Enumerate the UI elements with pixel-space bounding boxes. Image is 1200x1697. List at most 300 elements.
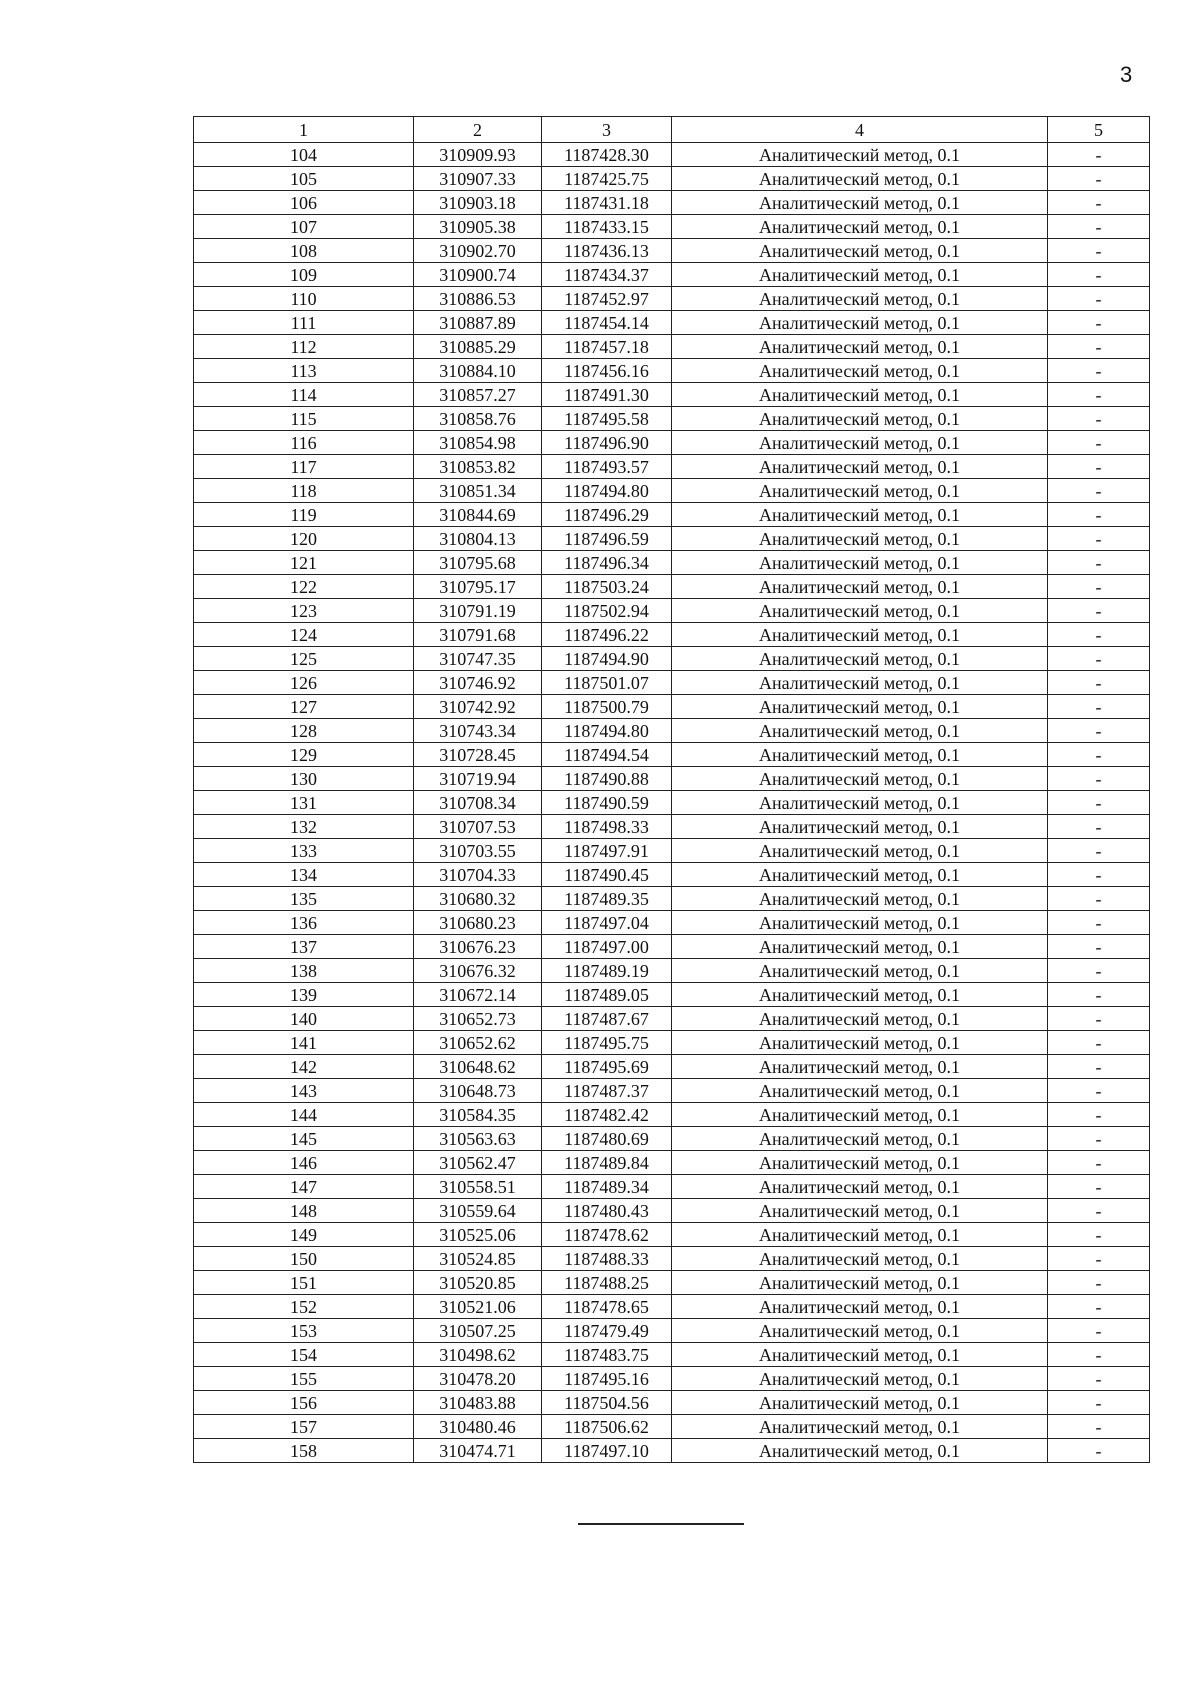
x-coordinate-cell: 310480.46 <box>414 1415 542 1439</box>
point-number-cell: 147 <box>194 1175 414 1199</box>
point-number-cell: 104 <box>194 143 414 167</box>
point-number-cell: 107 <box>194 215 414 239</box>
table-row <box>194 959 1150 983</box>
table-row <box>194 1175 1150 1199</box>
x-coordinate-cell: 310520.85 <box>414 1271 542 1295</box>
note-cell: - <box>1048 143 1150 167</box>
y-coordinate-cell: 1187483.75 <box>542 1343 672 1367</box>
y-coordinate-cell: 1187487.67 <box>542 1007 672 1031</box>
x-coordinate-cell: 310858.76 <box>414 407 542 431</box>
note-cell: - <box>1048 671 1150 695</box>
table-row <box>194 239 1150 263</box>
point-number-cell: 112 <box>194 335 414 359</box>
header-row <box>194 117 1150 143</box>
method-cell: Аналитический метод, 0.1 <box>672 431 1048 455</box>
method-cell: Аналитический метод, 0.1 <box>672 599 1048 623</box>
note-cell: - <box>1048 503 1150 527</box>
y-coordinate-cell: 1187494.90 <box>542 647 672 671</box>
point-number-cell: 111 <box>194 311 414 335</box>
y-coordinate-cell: 1187495.75 <box>542 1031 672 1055</box>
x-coordinate-cell: 310558.51 <box>414 1175 542 1199</box>
coordinates-table-container <box>193 116 1149 1463</box>
point-number-cell: 106 <box>194 191 414 215</box>
point-number-cell: 116 <box>194 431 414 455</box>
point-number-cell: 137 <box>194 935 414 959</box>
table-row <box>194 1103 1150 1127</box>
x-coordinate-cell: 310719.94 <box>414 767 542 791</box>
method-cell: Аналитический метод, 0.1 <box>672 1175 1048 1199</box>
table-row <box>194 767 1150 791</box>
x-coordinate-cell: 310902.70 <box>414 239 542 263</box>
method-cell: Аналитический метод, 0.1 <box>672 1199 1048 1223</box>
point-number-cell: 121 <box>194 551 414 575</box>
method-cell: Аналитический метод, 0.1 <box>672 839 1048 863</box>
point-number-cell: 114 <box>194 383 414 407</box>
table-row <box>194 1055 1150 1079</box>
point-number-cell: 115 <box>194 407 414 431</box>
note-cell: - <box>1048 791 1150 815</box>
point-number-cell: 130 <box>194 767 414 791</box>
y-coordinate-cell: 1187494.80 <box>542 719 672 743</box>
x-coordinate-cell: 310483.88 <box>414 1391 542 1415</box>
point-number-cell: 156 <box>194 1391 414 1415</box>
method-cell: Аналитический метод, 0.1 <box>672 767 1048 791</box>
point-number-cell: 151 <box>194 1271 414 1295</box>
point-number-cell: 127 <box>194 695 414 719</box>
method-cell: Аналитический метод, 0.1 <box>672 1103 1048 1127</box>
x-coordinate-cell: 310742.92 <box>414 695 542 719</box>
note-cell: - <box>1048 695 1150 719</box>
table-row <box>194 455 1150 479</box>
point-number-cell: 118 <box>194 479 414 503</box>
note-cell: - <box>1048 839 1150 863</box>
table-row <box>194 407 1150 431</box>
method-cell: Аналитический метод, 0.1 <box>672 959 1048 983</box>
note-cell: - <box>1048 1295 1150 1319</box>
point-number-cell: 117 <box>194 455 414 479</box>
x-coordinate-cell: 310885.29 <box>414 335 542 359</box>
method-cell: Аналитический метод, 0.1 <box>672 263 1048 287</box>
table-row <box>194 1247 1150 1271</box>
method-cell: Аналитический метод, 0.1 <box>672 1367 1048 1391</box>
x-coordinate-cell: 310854.98 <box>414 431 542 455</box>
table-row <box>194 623 1150 647</box>
method-cell: Аналитический метод, 0.1 <box>672 1127 1048 1151</box>
y-coordinate-cell: 1187504.56 <box>542 1391 672 1415</box>
x-coordinate-cell: 310884.10 <box>414 359 542 383</box>
y-coordinate-cell: 1187496.90 <box>542 431 672 455</box>
table-row <box>194 719 1150 743</box>
method-cell: Аналитический метод, 0.1 <box>672 863 1048 887</box>
table-row <box>194 647 1150 671</box>
table-row <box>194 1199 1150 1223</box>
note-cell: - <box>1048 551 1150 575</box>
table-row <box>194 167 1150 191</box>
note-cell: - <box>1048 1247 1150 1271</box>
page-number: 3 <box>1120 62 1133 87</box>
table-row <box>194 287 1150 311</box>
y-coordinate-cell: 1187489.05 <box>542 983 672 1007</box>
method-cell: Аналитический метод, 0.1 <box>672 671 1048 695</box>
y-coordinate-cell: 1187489.35 <box>542 887 672 911</box>
table-row <box>194 1007 1150 1031</box>
method-cell: Аналитический метод, 0.1 <box>672 1271 1048 1295</box>
x-coordinate-cell: 310562.47 <box>414 1151 542 1175</box>
y-coordinate-cell: 1187490.88 <box>542 767 672 791</box>
point-number-cell: 123 <box>194 599 414 623</box>
x-coordinate-cell: 310478.20 <box>414 1367 542 1391</box>
note-cell: - <box>1048 1079 1150 1103</box>
method-cell: Аналитический метод, 0.1 <box>672 167 1048 191</box>
note-cell: - <box>1048 287 1150 311</box>
x-coordinate-cell: 310747.35 <box>414 647 542 671</box>
y-coordinate-cell: 1187496.22 <box>542 623 672 647</box>
y-coordinate-cell: 1187491.30 <box>542 383 672 407</box>
y-coordinate-cell: 1187454.14 <box>542 311 672 335</box>
point-number-cell: 122 <box>194 575 414 599</box>
note-cell: - <box>1048 647 1150 671</box>
x-coordinate-cell: 310851.34 <box>414 479 542 503</box>
note-cell: - <box>1048 959 1150 983</box>
point-number-cell: 133 <box>194 839 414 863</box>
note-cell: - <box>1048 1103 1150 1127</box>
point-number-cell: 132 <box>194 815 414 839</box>
note-cell: - <box>1048 335 1150 359</box>
table-row <box>194 479 1150 503</box>
x-coordinate-cell: 310563.63 <box>414 1127 542 1151</box>
note-cell: - <box>1048 935 1150 959</box>
point-number-cell: 157 <box>194 1415 414 1439</box>
note-cell: - <box>1048 263 1150 287</box>
table-row <box>194 551 1150 575</box>
x-coordinate-cell: 310559.64 <box>414 1199 542 1223</box>
note-cell: - <box>1048 431 1150 455</box>
note-cell: - <box>1048 1439 1150 1463</box>
note-cell: - <box>1048 1223 1150 1247</box>
x-coordinate-cell: 310844.69 <box>414 503 542 527</box>
method-cell: Аналитический метод, 0.1 <box>672 359 1048 383</box>
point-number-cell: 144 <box>194 1103 414 1127</box>
header-col-2: 2 <box>414 117 542 143</box>
note-cell: - <box>1048 719 1150 743</box>
x-coordinate-cell: 310903.18 <box>414 191 542 215</box>
point-number-cell: 152 <box>194 1295 414 1319</box>
y-coordinate-cell: 1187478.62 <box>542 1223 672 1247</box>
method-cell: Аналитический метод, 0.1 <box>672 503 1048 527</box>
y-coordinate-cell: 1187480.43 <box>542 1199 672 1223</box>
point-number-cell: 134 <box>194 863 414 887</box>
point-number-cell: 120 <box>194 527 414 551</box>
y-coordinate-cell: 1187500.79 <box>542 695 672 719</box>
point-number-cell: 119 <box>194 503 414 527</box>
table-row <box>194 1367 1150 1391</box>
point-number-cell: 143 <box>194 1079 414 1103</box>
x-coordinate-cell: 310853.82 <box>414 455 542 479</box>
y-coordinate-cell: 1187497.91 <box>542 839 672 863</box>
note-cell: - <box>1048 1007 1150 1031</box>
note-cell: - <box>1048 1055 1150 1079</box>
table-row <box>194 1295 1150 1319</box>
table-row <box>194 1439 1150 1463</box>
method-cell: Аналитический метод, 0.1 <box>672 575 1048 599</box>
note-cell: - <box>1048 479 1150 503</box>
note-cell: - <box>1048 1031 1150 1055</box>
table-row <box>194 191 1150 215</box>
point-number-cell: 155 <box>194 1367 414 1391</box>
method-cell: Аналитический метод, 0.1 <box>672 335 1048 359</box>
point-number-cell: 136 <box>194 911 414 935</box>
table-row <box>194 1031 1150 1055</box>
x-coordinate-cell: 310652.73 <box>414 1007 542 1031</box>
table-row <box>194 215 1150 239</box>
method-cell: Аналитический метод, 0.1 <box>672 191 1048 215</box>
x-coordinate-cell: 310857.27 <box>414 383 542 407</box>
x-coordinate-cell: 310703.55 <box>414 839 542 863</box>
y-coordinate-cell: 1187489.84 <box>542 1151 672 1175</box>
y-coordinate-cell: 1187457.18 <box>542 335 672 359</box>
note-cell: - <box>1048 407 1150 431</box>
y-coordinate-cell: 1187482.42 <box>542 1103 672 1127</box>
point-number-cell: 128 <box>194 719 414 743</box>
y-coordinate-cell: 1187496.59 <box>542 527 672 551</box>
x-coordinate-cell: 310795.68 <box>414 551 542 575</box>
note-cell: - <box>1048 1151 1150 1175</box>
method-cell: Аналитический метод, 0.1 <box>672 455 1048 479</box>
table-row <box>194 359 1150 383</box>
point-number-cell: 113 <box>194 359 414 383</box>
x-coordinate-cell: 310907.33 <box>414 167 542 191</box>
x-coordinate-cell: 310887.89 <box>414 311 542 335</box>
point-number-cell: 154 <box>194 1343 414 1367</box>
method-cell: Аналитический метод, 0.1 <box>672 407 1048 431</box>
table-header <box>194 117 1150 143</box>
x-coordinate-cell: 310648.73 <box>414 1079 542 1103</box>
point-number-cell: 158 <box>194 1439 414 1463</box>
table-row <box>194 1151 1150 1175</box>
x-coordinate-cell: 310507.25 <box>414 1319 542 1343</box>
point-number-cell: 110 <box>194 287 414 311</box>
method-cell: Аналитический метод, 0.1 <box>672 1295 1048 1319</box>
y-coordinate-cell: 1187493.57 <box>542 455 672 479</box>
table-row <box>194 911 1150 935</box>
x-coordinate-cell: 310676.32 <box>414 959 542 983</box>
method-cell: Аналитический метод, 0.1 <box>672 527 1048 551</box>
method-cell: Аналитический метод, 0.1 <box>672 287 1048 311</box>
note-cell: - <box>1048 1415 1150 1439</box>
method-cell: Аналитический метод, 0.1 <box>672 743 1048 767</box>
y-coordinate-cell: 1187431.18 <box>542 191 672 215</box>
x-coordinate-cell: 310680.23 <box>414 911 542 935</box>
table-row <box>194 1319 1150 1343</box>
table-row <box>194 263 1150 287</box>
table-row <box>194 1391 1150 1415</box>
table-row <box>194 1223 1150 1247</box>
x-coordinate-cell: 310521.06 <box>414 1295 542 1319</box>
y-coordinate-cell: 1187498.33 <box>542 815 672 839</box>
y-coordinate-cell: 1187506.62 <box>542 1415 672 1439</box>
note-cell: - <box>1048 527 1150 551</box>
end-of-document-line <box>578 1523 744 1525</box>
method-cell: Аналитический метод, 0.1 <box>672 551 1048 575</box>
method-cell: Аналитический метод, 0.1 <box>672 1439 1048 1463</box>
point-number-cell: 105 <box>194 167 414 191</box>
table-body <box>194 143 1150 1463</box>
y-coordinate-cell: 1187495.69 <box>542 1055 672 1079</box>
table-row <box>194 143 1150 167</box>
note-cell: - <box>1048 1319 1150 1343</box>
point-number-cell: 150 <box>194 1247 414 1271</box>
note-cell: - <box>1048 455 1150 479</box>
y-coordinate-cell: 1187478.65 <box>542 1295 672 1319</box>
point-number-cell: 145 <box>194 1127 414 1151</box>
y-coordinate-cell: 1187490.45 <box>542 863 672 887</box>
method-cell: Аналитический метод, 0.1 <box>672 695 1048 719</box>
table-row <box>194 1343 1150 1367</box>
method-cell: Аналитический метод, 0.1 <box>672 623 1048 647</box>
note-cell: - <box>1048 815 1150 839</box>
x-coordinate-cell: 310525.06 <box>414 1223 542 1247</box>
note-cell: - <box>1048 575 1150 599</box>
method-cell: Аналитический метод, 0.1 <box>672 887 1048 911</box>
y-coordinate-cell: 1187496.34 <box>542 551 672 575</box>
x-coordinate-cell: 310474.71 <box>414 1439 542 1463</box>
y-coordinate-cell: 1187434.37 <box>542 263 672 287</box>
table-row <box>194 335 1150 359</box>
x-coordinate-cell: 310791.19 <box>414 599 542 623</box>
note-cell: - <box>1048 887 1150 911</box>
method-cell: Аналитический метод, 0.1 <box>672 383 1048 407</box>
y-coordinate-cell: 1187490.59 <box>542 791 672 815</box>
y-coordinate-cell: 1187495.16 <box>542 1367 672 1391</box>
x-coordinate-cell: 310795.17 <box>414 575 542 599</box>
point-number-cell: 126 <box>194 671 414 695</box>
y-coordinate-cell: 1187428.30 <box>542 143 672 167</box>
note-cell: - <box>1048 191 1150 215</box>
point-number-cell: 124 <box>194 623 414 647</box>
method-cell: Аналитический метод, 0.1 <box>672 1391 1048 1415</box>
method-cell: Аналитический метод, 0.1 <box>672 983 1048 1007</box>
method-cell: Аналитический метод, 0.1 <box>672 1223 1048 1247</box>
x-coordinate-cell: 310804.13 <box>414 527 542 551</box>
table-row <box>194 527 1150 551</box>
x-coordinate-cell: 310676.23 <box>414 935 542 959</box>
method-cell: Аналитический метод, 0.1 <box>672 311 1048 335</box>
table-row <box>194 1415 1150 1439</box>
note-cell: - <box>1048 359 1150 383</box>
note-cell: - <box>1048 1199 1150 1223</box>
note-cell: - <box>1048 599 1150 623</box>
table-row <box>194 815 1150 839</box>
note-cell: - <box>1048 1343 1150 1367</box>
point-number-cell: 109 <box>194 263 414 287</box>
method-cell: Аналитический метод, 0.1 <box>672 647 1048 671</box>
table-row <box>194 1127 1150 1151</box>
table-row <box>194 671 1150 695</box>
method-cell: Аналитический метод, 0.1 <box>672 1031 1048 1055</box>
x-coordinate-cell: 310680.32 <box>414 887 542 911</box>
point-number-cell: 138 <box>194 959 414 983</box>
table-row <box>194 935 1150 959</box>
y-coordinate-cell: 1187496.29 <box>542 503 672 527</box>
method-cell: Аналитический метод, 0.1 <box>672 911 1048 935</box>
table-row <box>194 695 1150 719</box>
y-coordinate-cell: 1187497.00 <box>542 935 672 959</box>
x-coordinate-cell: 310900.74 <box>414 263 542 287</box>
table-row <box>194 383 1150 407</box>
note-cell: - <box>1048 167 1150 191</box>
y-coordinate-cell: 1187452.97 <box>542 287 672 311</box>
x-coordinate-cell: 310905.38 <box>414 215 542 239</box>
table-row <box>194 791 1150 815</box>
y-coordinate-cell: 1187480.69 <box>542 1127 672 1151</box>
method-cell: Аналитический метод, 0.1 <box>672 1055 1048 1079</box>
x-coordinate-cell: 310743.34 <box>414 719 542 743</box>
table-row <box>194 743 1150 767</box>
y-coordinate-cell: 1187433.15 <box>542 215 672 239</box>
x-coordinate-cell: 310584.35 <box>414 1103 542 1127</box>
note-cell: - <box>1048 1271 1150 1295</box>
note-cell: - <box>1048 215 1150 239</box>
method-cell: Аналитический метод, 0.1 <box>672 815 1048 839</box>
table-row <box>194 983 1150 1007</box>
note-cell: - <box>1048 311 1150 335</box>
y-coordinate-cell: 1187501.07 <box>542 671 672 695</box>
y-coordinate-cell: 1187489.19 <box>542 959 672 983</box>
x-coordinate-cell: 310648.62 <box>414 1055 542 1079</box>
y-coordinate-cell: 1187494.54 <box>542 743 672 767</box>
method-cell: Аналитический метод, 0.1 <box>672 1343 1048 1367</box>
point-number-cell: 149 <box>194 1223 414 1247</box>
y-coordinate-cell: 1187488.33 <box>542 1247 672 1271</box>
y-coordinate-cell: 1187502.94 <box>542 599 672 623</box>
note-cell: - <box>1048 911 1150 935</box>
method-cell: Аналитический метод, 0.1 <box>672 143 1048 167</box>
method-cell: Аналитический метод, 0.1 <box>672 1415 1048 1439</box>
x-coordinate-cell: 310746.92 <box>414 671 542 695</box>
point-number-cell: 131 <box>194 791 414 815</box>
method-cell: Аналитический метод, 0.1 <box>672 239 1048 263</box>
note-cell: - <box>1048 983 1150 1007</box>
method-cell: Аналитический метод, 0.1 <box>672 719 1048 743</box>
point-number-cell: 129 <box>194 743 414 767</box>
y-coordinate-cell: 1187488.25 <box>542 1271 672 1295</box>
method-cell: Аналитический метод, 0.1 <box>672 1319 1048 1343</box>
point-number-cell: 139 <box>194 983 414 1007</box>
x-coordinate-cell: 310704.33 <box>414 863 542 887</box>
table-row <box>194 1079 1150 1103</box>
y-coordinate-cell: 1187503.24 <box>542 575 672 599</box>
point-number-cell: 142 <box>194 1055 414 1079</box>
method-cell: Аналитический метод, 0.1 <box>672 215 1048 239</box>
x-coordinate-cell: 310672.14 <box>414 983 542 1007</box>
header-col-3: 3 <box>542 117 672 143</box>
point-number-cell: 135 <box>194 887 414 911</box>
note-cell: - <box>1048 1175 1150 1199</box>
note-cell: - <box>1048 1127 1150 1151</box>
method-cell: Аналитический метод, 0.1 <box>672 1007 1048 1031</box>
method-cell: Аналитический метод, 0.1 <box>672 1151 1048 1175</box>
method-cell: Аналитический метод, 0.1 <box>672 1079 1048 1103</box>
table-row <box>194 1271 1150 1295</box>
y-coordinate-cell: 1187456.16 <box>542 359 672 383</box>
table-row <box>194 863 1150 887</box>
y-coordinate-cell: 1187489.34 <box>542 1175 672 1199</box>
y-coordinate-cell: 1187425.75 <box>542 167 672 191</box>
table-row <box>194 839 1150 863</box>
y-coordinate-cell: 1187497.04 <box>542 911 672 935</box>
point-number-cell: 141 <box>194 1031 414 1055</box>
x-coordinate-cell: 310524.85 <box>414 1247 542 1271</box>
